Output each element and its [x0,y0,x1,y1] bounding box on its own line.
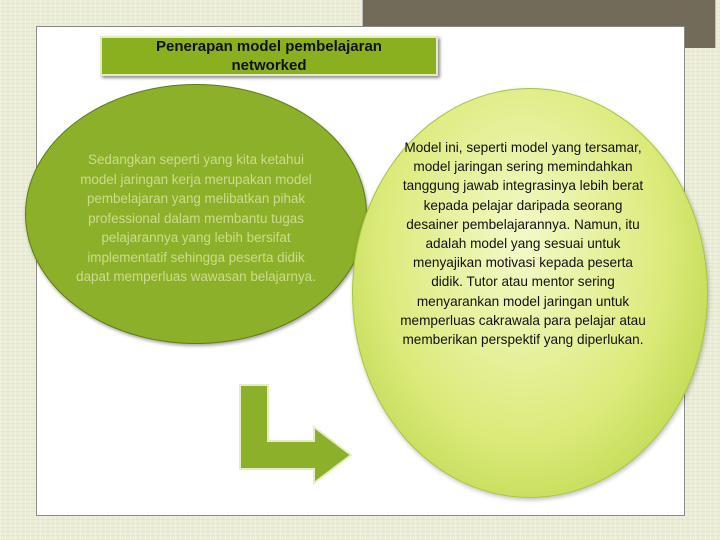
left-oval-text: Sedangkan seperti yang kita ketahui model jaringan kerja merupakan model pembelajaran yang melibatkan pihak professional dalam membantu tugas pelajarannya yang lebih bersifat implementatif sehingga peserta didik dapat memperluas wawasan belajarnya. [76,152,316,284]
bent-arrow-right-icon [238,383,354,485]
page-title-line-2: networked [231,57,307,74]
title-box [100,36,438,76]
right-oval-text: Model ini, seperti model yang tersamar, model jaringan sering memindahkan tanggung jawab integrasinya lebih berat kepada pelajar daripada seorang desainer pembelajarannya. Namun, itu adalah model yang sesuai untuk menyajikan motivasi kepada peserta didik. Tutor atau mentor sering menyarankan model jaringan untuk memperluas cakrawala para pelajar atau memberikan perspektif yang diperlukan. [400,140,646,348]
page-title [156,37,382,75]
page-title-line-1: Penerapan model pembelajaran [156,38,382,55]
